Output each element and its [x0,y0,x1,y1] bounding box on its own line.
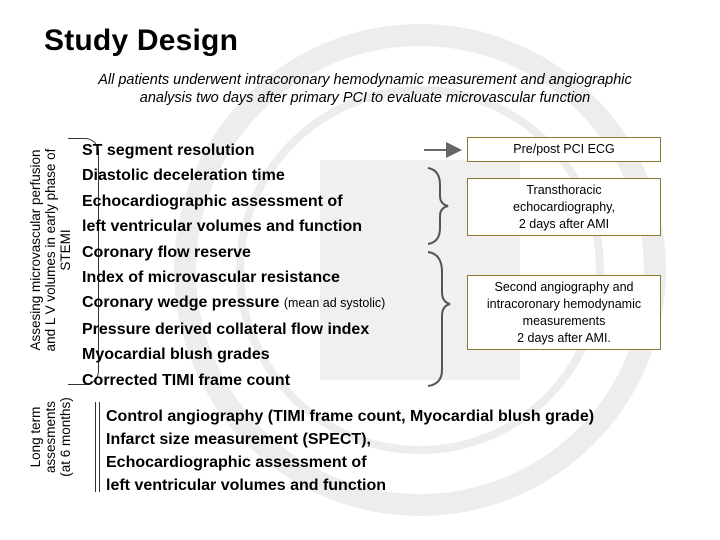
list-item: ST segment resolution [82,142,255,159]
long-term-list [106,405,594,497]
long-term-divider-right [99,402,100,492]
echocardiography-box: Transthoracic echocardiography, 2 days after AMI [467,178,661,236]
list-item: Control angiography (TIMI frame count, Myocardial blush grade) [106,408,595,425]
list-item: Diastolic deceleration time [82,167,285,185]
list-item: Corrected TIMI frame count [82,371,291,389]
list-item: Index of microvascular resistance [82,269,340,287]
list-item: Echocardiographic assessment of [106,454,367,471]
early-phase-list [82,138,385,393]
early-phase-label: Assesing microvascular perfusion and L V volumes in early phase of STEMI [28,148,73,352]
wedge-note: (mean ad systolic) [283,296,386,311]
long-term-divider-left [95,402,96,492]
list-item: Coronary flow reserve [82,243,251,261]
angio-brace [428,252,450,386]
ecg-box: Pre/post PCI ECG [467,137,661,162]
list-item: Infarct size measurement (SPECT), [106,431,371,448]
list-item: Myocardial blush grades [82,346,270,364]
list-item: Echocardiographic assessment of [82,192,343,210]
slide-title: Study Design [44,24,239,57]
echo-brace [428,168,448,244]
list-item: Coronary wedge pressure (mean ad systolic) [82,294,386,312]
list-item: left ventricular volumes and function [106,477,387,494]
slide-subtitle: All patients underwent intracoronary hemodynamic measurement and angiographic analysis two days after primary PCI to evaluate microvascular function [98,72,632,106]
list-item: left ventricular volumes and function [82,218,363,236]
list-item: Pressure derived collateral flow index [82,320,370,338]
angiography-box: Second angiography and intracoronary hemodynamic measurements 2 days after AMI. [467,275,661,350]
long-term-label: Long term assesments (at 6 months) [28,397,73,477]
